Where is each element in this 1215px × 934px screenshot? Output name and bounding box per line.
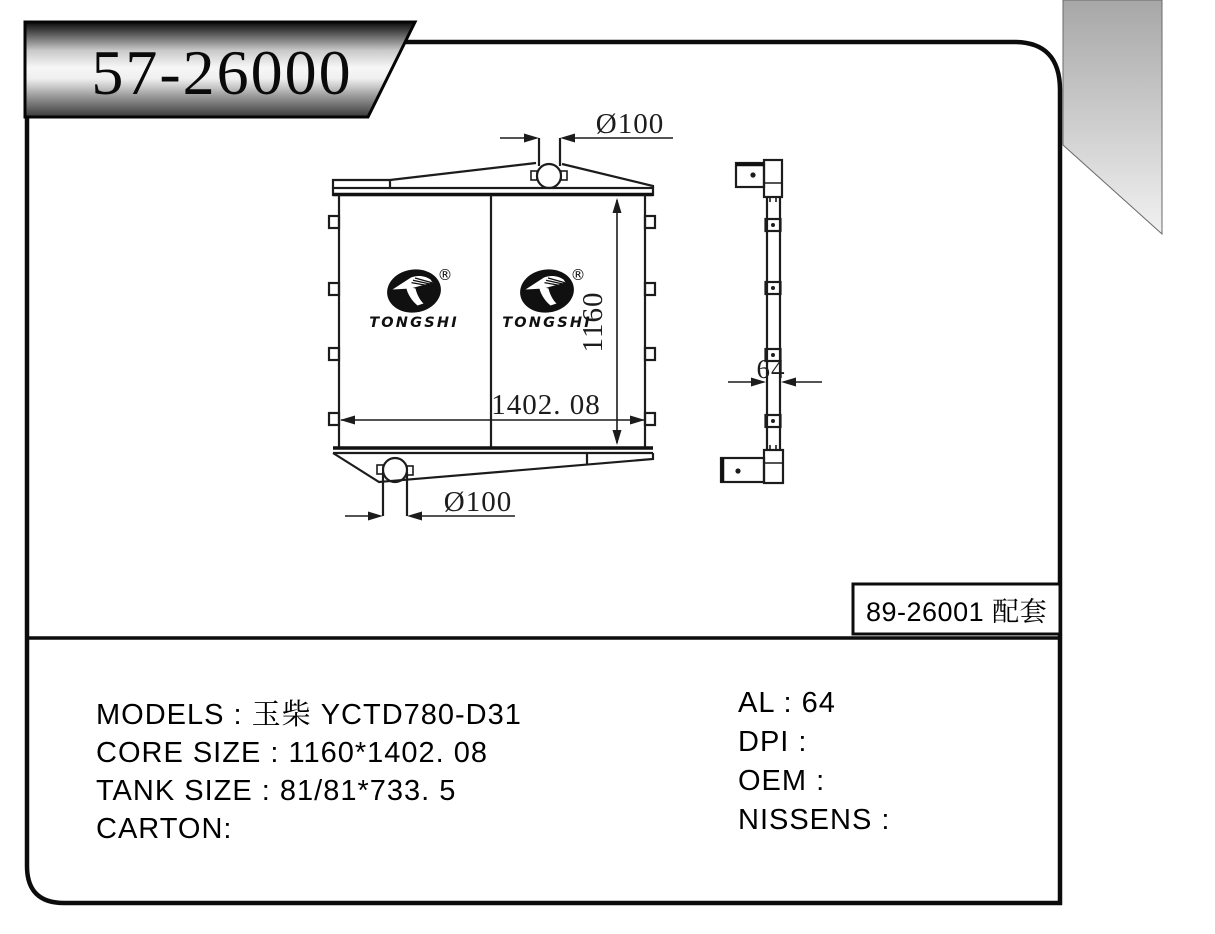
pairing-label: 89-26001 配套 <box>866 597 1048 627</box>
part-number: 57-26000 <box>91 37 353 108</box>
part-number-badge <box>25 22 415 117</box>
dim-width-label: 1402. 08 <box>491 389 601 421</box>
tongshi-brand-text: TONGSHI <box>502 315 592 331</box>
spec-row-tank-size: TANK SIZE : 81/81*733. 5 <box>96 775 457 807</box>
spec-row-nissens: NISSENS : <box>738 804 891 836</box>
registered-mark: ® <box>570 266 586 284</box>
spec-row-dpi: DPI : <box>738 726 808 758</box>
spec-row-oem: OEM : <box>738 765 826 797</box>
dim-height-label: 1160 <box>577 291 609 353</box>
pairing-box <box>853 584 1060 634</box>
dim-top-pipe-label: Ø100 <box>595 108 665 140</box>
spec-row-carton: CARTON: <box>96 813 233 845</box>
tongshi-brand-text: TONGSHI <box>369 315 459 331</box>
dim-bottom-pipe-label: Ø100 <box>443 486 513 518</box>
registered-mark: ® <box>437 266 453 284</box>
spec-row-models: MODELS : 玉柴 YCTD780-D31 <box>96 699 522 731</box>
dim-thickness-label: 64 <box>756 354 786 384</box>
spec-row-core-size: CORE SIZE : 1160*1402. 08 <box>96 737 489 769</box>
spec-row-al: AL : 64 <box>738 687 836 719</box>
